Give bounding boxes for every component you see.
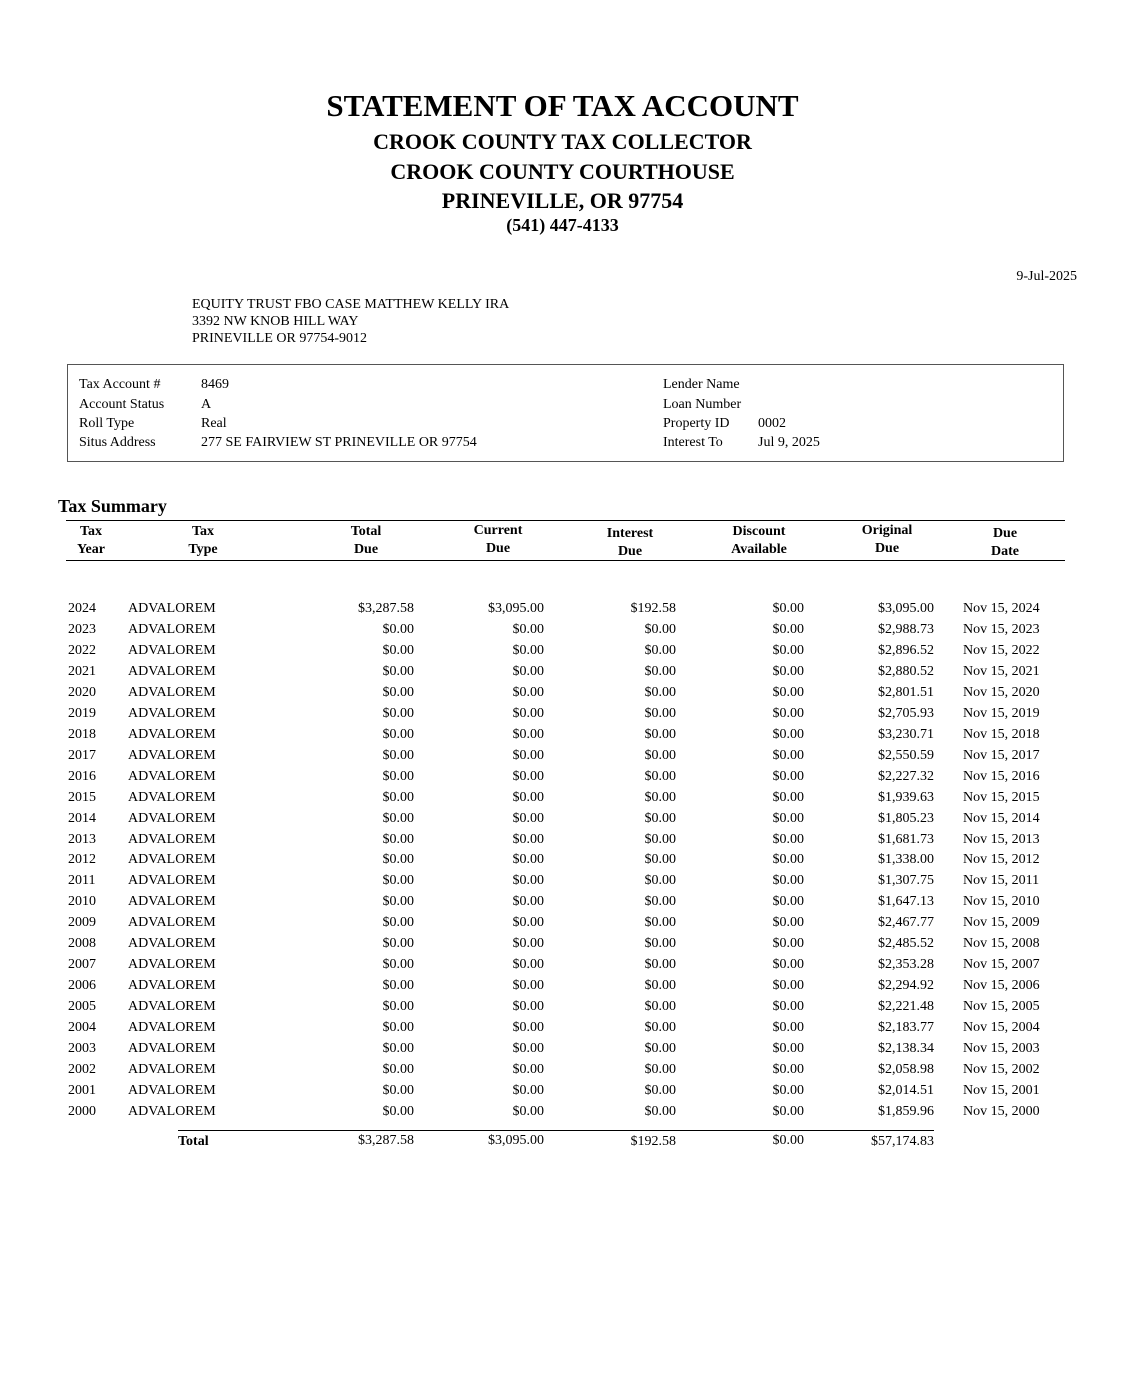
cell-interest-due: $0.00 — [644, 915, 676, 931]
header-col-7-l1: Due — [992, 526, 1018, 541]
cell-discount-available: $0.00 — [772, 936, 804, 952]
cell-discount-available: $0.00 — [772, 1041, 804, 1056]
cell-original-due: $2,227.32 — [878, 768, 934, 784]
cell-original-due: $1,338.00 — [878, 852, 934, 868]
cell-tax-type: ADVALOREM — [128, 747, 216, 763]
header-col-3-l1: Current — [473, 523, 523, 538]
header-col-6-l1: Original — [861, 523, 913, 538]
cell-current-due: $0.00 — [512, 1020, 544, 1035]
cell-tax-type: ADVALOREM — [128, 1103, 216, 1119]
cell-original-due: $2,896.52 — [878, 642, 934, 658]
cell-due-date: Nov 15, 2012 — [963, 852, 1040, 868]
cell-original-due: $2,880.52 — [878, 663, 934, 679]
total-discount: $0.00 — [772, 1133, 804, 1148]
cell-tax-year: 2021 — [68, 663, 96, 679]
situs-address-label: Situs Address — [79, 435, 156, 450]
cell-interest-due: $0.00 — [644, 705, 676, 721]
cell-total-due: $0.00 — [382, 705, 414, 721]
cell-current-due: $0.00 — [512, 978, 544, 994]
cell-tax-year: 2003 — [68, 1041, 96, 1056]
cell-interest-due: $0.00 — [644, 999, 676, 1014]
cell-interest-due: $0.00 — [644, 642, 676, 658]
cell-tax-type: ADVALOREM — [128, 1041, 216, 1056]
cell-original-due: $2,183.77 — [878, 1020, 934, 1035]
cell-interest-due: $0.00 — [644, 1020, 676, 1035]
cell-original-due: $2,138.34 — [878, 1041, 934, 1056]
cell-tax-type: ADVALOREM — [128, 936, 216, 952]
header-col-7-l2: Date — [991, 544, 1019, 559]
cell-due-date: Nov 15, 2008 — [963, 936, 1040, 952]
cell-due-date: Nov 15, 2019 — [963, 705, 1040, 721]
cell-interest-due: $0.00 — [644, 622, 676, 637]
cell-tax-year: 2001 — [68, 1082, 96, 1098]
cell-discount-available: $0.00 — [772, 1082, 804, 1098]
cell-discount-available: $0.00 — [772, 894, 804, 910]
statement-date: 9-Jul-2025 — [1016, 269, 1077, 284]
cell-discount-available: $0.00 — [772, 663, 804, 679]
summary-top-rule — [66, 520, 1065, 521]
cell-tax-type: ADVALOREM — [128, 663, 216, 679]
cell-current-due: $0.00 — [512, 957, 544, 973]
cell-original-due: $2,801.51 — [878, 684, 934, 700]
cell-tax-year: 2010 — [68, 894, 96, 910]
cell-total-due: $0.00 — [382, 1082, 414, 1098]
cell-total-due: $0.00 — [382, 894, 414, 910]
cell-tax-type: ADVALOREM — [128, 1061, 216, 1077]
cell-original-due: $2,550.59 — [878, 747, 934, 763]
cell-interest-due: $0.00 — [644, 873, 676, 889]
cell-due-date: Nov 15, 2009 — [963, 915, 1040, 931]
cell-current-due: $0.00 — [512, 810, 544, 826]
cell-original-due: $2,467.77 — [878, 915, 934, 931]
cell-discount-available: $0.00 — [772, 957, 804, 973]
cell-due-date: Nov 15, 2007 — [963, 957, 1040, 973]
cell-original-due: $2,294.92 — [878, 978, 934, 994]
cell-total-due: $0.00 — [382, 852, 414, 868]
cell-tax-year: 2006 — [68, 978, 96, 994]
cell-tax-type: ADVALOREM — [128, 852, 216, 868]
cell-discount-available: $0.00 — [772, 705, 804, 721]
cell-total-due: $0.00 — [382, 978, 414, 994]
cell-tax-year: 2009 — [68, 915, 96, 931]
cell-interest-due: $0.00 — [644, 747, 676, 763]
cell-total-due: $0.00 — [382, 622, 414, 637]
cell-tax-type: ADVALOREM — [128, 810, 216, 826]
address-line-3: PRINEVILLE OR 97754-9012 — [192, 331, 367, 346]
cell-discount-available: $0.00 — [772, 831, 804, 847]
cell-total-due: $0.00 — [382, 642, 414, 658]
cell-due-date: Nov 15, 2002 — [963, 1061, 1040, 1077]
cell-original-due: $2,353.28 — [878, 957, 934, 973]
cell-discount-available: $0.00 — [772, 810, 804, 826]
cell-current-due: $0.00 — [512, 936, 544, 952]
account-info-box — [67, 364, 1064, 462]
cell-total-due: $0.00 — [382, 684, 414, 700]
cell-tax-type: ADVALOREM — [128, 978, 216, 994]
cell-current-due: $0.00 — [512, 831, 544, 847]
cell-current-due: $0.00 — [512, 747, 544, 763]
cell-total-due: $0.00 — [382, 810, 414, 826]
cell-original-due: $1,939.63 — [878, 789, 934, 805]
header-col-5-l1: Discount — [732, 524, 786, 539]
cell-current-due: $0.00 — [512, 684, 544, 700]
cell-due-date: Nov 15, 2024 — [963, 601, 1040, 616]
tax-summary-title: Tax Summary — [58, 496, 167, 516]
cell-current-due: $0.00 — [512, 1041, 544, 1056]
cell-tax-year: 2007 — [68, 957, 96, 973]
cell-due-date: Nov 15, 2015 — [963, 789, 1040, 805]
cell-total-due: $0.00 — [382, 1020, 414, 1035]
cell-current-due: $0.00 — [512, 1082, 544, 1098]
cell-current-due: $0.00 — [512, 915, 544, 931]
cell-total-due: $0.00 — [382, 1103, 414, 1119]
cell-due-date: Nov 15, 2014 — [963, 810, 1040, 826]
cell-original-due: $1,681.73 — [878, 831, 934, 847]
cell-interest-due: $0.00 — [644, 726, 676, 742]
cell-original-due: $1,647.13 — [878, 894, 934, 910]
cell-current-due: $0.00 — [512, 1103, 544, 1119]
cell-current-due: $0.00 — [512, 622, 544, 637]
cell-tax-year: 2012 — [68, 852, 96, 868]
cell-total-due: $0.00 — [382, 663, 414, 679]
cell-discount-available: $0.00 — [772, 747, 804, 763]
cell-tax-year: 2011 — [68, 873, 96, 889]
cell-interest-due: $0.00 — [644, 768, 676, 784]
property-id-label: Property ID — [663, 416, 730, 431]
cell-original-due: $3,095.00 — [878, 601, 934, 616]
header-col-4-l1: Interest — [606, 526, 654, 541]
cell-due-date: Nov 15, 2022 — [963, 642, 1040, 658]
cell-current-due: $0.00 — [512, 873, 544, 889]
account-status-label: Account Status — [79, 397, 165, 412]
cell-discount-available: $0.00 — [772, 852, 804, 868]
cell-due-date: Nov 15, 2004 — [963, 1020, 1040, 1035]
roll-type-label: Roll Type — [79, 416, 135, 431]
cell-tax-year: 2022 — [68, 642, 96, 658]
cell-tax-year: 2017 — [68, 747, 96, 763]
header-col-0-l1: Tax — [79, 524, 103, 539]
cell-tax-type: ADVALOREM — [128, 957, 216, 973]
cell-due-date: Nov 15, 2000 — [963, 1103, 1040, 1119]
cell-due-date: Nov 15, 2013 — [963, 831, 1040, 847]
cell-interest-due: $0.00 — [644, 852, 676, 868]
cell-discount-available: $0.00 — [772, 601, 804, 616]
cell-tax-type: ADVALOREM — [128, 642, 216, 658]
header-col-1-l1: Tax — [191, 524, 215, 539]
loan-number-label: Loan Number — [663, 397, 742, 412]
cell-total-due: $0.00 — [382, 936, 414, 952]
roll-type-value: Real — [201, 416, 227, 431]
cell-tax-year: 2013 — [68, 831, 96, 847]
cell-discount-available: $0.00 — [772, 789, 804, 805]
cell-due-date: Nov 15, 2018 — [963, 726, 1040, 742]
cell-total-due: $0.00 — [382, 1041, 414, 1056]
cell-current-due: $0.00 — [512, 894, 544, 910]
cell-tax-year: 2018 — [68, 726, 96, 742]
address-line-1: EQUITY TRUST FBO CASE MATTHEW KELLY IRA — [192, 297, 510, 312]
cell-tax-year: 2008 — [68, 936, 96, 952]
cell-tax-year: 2015 — [68, 789, 96, 805]
cell-tax-type: ADVALOREM — [128, 726, 216, 742]
cell-current-due: $0.00 — [512, 1061, 544, 1077]
cell-tax-type: ADVALOREM — [128, 622, 216, 637]
header-col-4-l2: Due — [617, 544, 643, 559]
cell-original-due: $2,058.98 — [878, 1061, 934, 1077]
cell-current-due: $0.00 — [512, 642, 544, 658]
cell-current-due: $0.00 — [512, 768, 544, 784]
cell-tax-type: ADVALOREM — [128, 1082, 216, 1098]
building-name: CROOK COUNTY COURTHOUSE — [390, 159, 735, 184]
cell-original-due: $2,988.73 — [878, 622, 934, 637]
header-col-0-l2: Year — [77, 542, 105, 557]
cell-discount-available: $0.00 — [772, 642, 804, 658]
cell-interest-due: $0.00 — [644, 684, 676, 700]
cell-discount-available: $0.00 — [772, 768, 804, 784]
cell-tax-type: ADVALOREM — [128, 915, 216, 931]
tax-account-value: 8469 — [201, 377, 229, 392]
cell-total-due: $0.00 — [382, 957, 414, 973]
cell-discount-available: $0.00 — [772, 1061, 804, 1077]
cell-interest-due: $0.00 — [644, 957, 676, 973]
cell-due-date: Nov 15, 2011 — [963, 873, 1040, 889]
property-id-value: 0002 — [758, 416, 786, 431]
cell-original-due: $1,859.96 — [878, 1103, 934, 1119]
summary-header-rule — [66, 560, 1065, 561]
cell-current-due: $0.00 — [512, 705, 544, 721]
cell-tax-year: 2024 — [68, 601, 96, 616]
cell-total-due: $0.00 — [382, 831, 414, 847]
cell-original-due: $2,705.93 — [878, 705, 934, 721]
cell-current-due: $0.00 — [512, 999, 544, 1014]
address-line-2: 3392 NW KNOB HILL WAY — [192, 314, 359, 329]
cell-interest-due: $0.00 — [644, 1103, 676, 1119]
cell-tax-type: ADVALOREM — [128, 601, 216, 616]
cell-total-due: $0.00 — [382, 999, 414, 1014]
cell-tax-year: 2002 — [68, 1061, 96, 1077]
cell-original-due: $1,805.23 — [878, 810, 934, 826]
total-interest-due: $192.58 — [630, 1134, 676, 1149]
cell-due-date: Nov 15, 2003 — [963, 1041, 1040, 1056]
cell-current-due: $3,095.00 — [488, 601, 544, 616]
cell-tax-year: 2005 — [68, 999, 96, 1014]
cell-interest-due: $0.00 — [644, 936, 676, 952]
cell-tax-year: 2020 — [68, 684, 96, 700]
cell-interest-due: $0.00 — [644, 663, 676, 679]
cell-due-date: Nov 15, 2020 — [963, 684, 1040, 700]
cell-total-due: $0.00 — [382, 726, 414, 742]
cell-tax-type: ADVALOREM — [128, 873, 216, 889]
cell-tax-type: ADVALOREM — [128, 789, 216, 805]
total-current-due: $3,095.00 — [488, 1133, 544, 1148]
cell-discount-available: $0.00 — [772, 978, 804, 994]
tax-account-label: Tax Account # — [79, 377, 161, 392]
cell-interest-due: $0.00 — [644, 1041, 676, 1056]
cell-discount-available: $0.00 — [772, 622, 804, 637]
cell-original-due: $2,485.52 — [878, 936, 934, 952]
situs-address-value: 277 SE FAIRVIEW ST PRINEVILLE OR 97754 — [201, 435, 477, 450]
cell-tax-year: 2004 — [68, 1020, 96, 1035]
cell-interest-due: $192.58 — [630, 601, 676, 616]
total-rule — [178, 1130, 934, 1131]
total-label: Total — [178, 1134, 209, 1149]
cell-total-due: $0.00 — [382, 768, 414, 784]
cell-tax-type: ADVALOREM — [128, 894, 216, 910]
cell-discount-available: $0.00 — [772, 1103, 804, 1119]
cell-interest-due: $0.00 — [644, 894, 676, 910]
cell-discount-available: $0.00 — [772, 684, 804, 700]
total-original-due: $57,174.83 — [871, 1134, 934, 1149]
cell-tax-type: ADVALOREM — [128, 999, 216, 1014]
cell-total-due: $0.00 — [382, 1061, 414, 1077]
cell-original-due: $3,230.71 — [878, 726, 934, 742]
cell-total-due: $0.00 — [382, 915, 414, 931]
cell-tax-year: 2019 — [68, 705, 96, 721]
cell-original-due: $2,221.48 — [878, 999, 934, 1014]
cell-due-date: Nov 15, 2023 — [963, 622, 1040, 637]
cell-tax-type: ADVALOREM — [128, 831, 216, 847]
city-state-zip: PRINEVILLE, OR 97754 — [441, 188, 684, 213]
total-total-due: $3,287.58 — [358, 1133, 414, 1148]
cell-due-date: Nov 15, 2021 — [963, 663, 1040, 679]
cell-total-due: $3,287.58 — [358, 601, 414, 616]
account-status-value: A — [201, 397, 212, 412]
cell-current-due: $0.00 — [512, 789, 544, 805]
header-col-2-l2: Due — [353, 542, 379, 557]
cell-current-due: $0.00 — [512, 852, 544, 868]
cell-interest-due: $0.00 — [644, 810, 676, 826]
cell-tax-type: ADVALOREM — [128, 684, 216, 700]
header-col-3-l2: Due — [485, 541, 511, 556]
interest-to-value: Jul 9, 2025 — [758, 435, 820, 450]
cell-interest-due: $0.00 — [644, 1082, 676, 1098]
cell-discount-available: $0.00 — [772, 999, 804, 1014]
cell-discount-available: $0.00 — [772, 1020, 804, 1035]
cell-interest-due: $0.00 — [644, 1061, 676, 1077]
cell-discount-available: $0.00 — [772, 915, 804, 931]
office-name: CROOK COUNTY TAX COLLECTOR — [373, 129, 752, 154]
cell-due-date: Nov 15, 2016 — [963, 768, 1040, 784]
cell-tax-type: ADVALOREM — [128, 768, 216, 784]
cell-due-date: Nov 15, 2006 — [963, 978, 1040, 994]
cell-current-due: $0.00 — [512, 663, 544, 679]
interest-to-label: Interest To — [663, 435, 723, 450]
cell-interest-due: $0.00 — [644, 831, 676, 847]
cell-due-date: Nov 15, 2010 — [963, 894, 1040, 910]
cell-discount-available: $0.00 — [772, 726, 804, 742]
cell-total-due: $0.00 — [382, 873, 414, 889]
header-col-5-l2: Available — [731, 542, 787, 557]
phone-number: (541) 447-4133 — [506, 215, 619, 235]
page-title: STATEMENT OF TAX ACCOUNT — [326, 88, 799, 123]
cell-current-due: $0.00 — [512, 726, 544, 742]
cell-due-date: Nov 15, 2017 — [963, 747, 1040, 763]
cell-interest-due: $0.00 — [644, 789, 676, 805]
lender-name-label: Lender Name — [663, 377, 740, 392]
cell-tax-year: 2014 — [68, 810, 96, 826]
cell-tax-type: ADVALOREM — [128, 705, 216, 721]
cell-tax-year: 2023 — [68, 622, 96, 637]
header-col-1-l2: Type — [188, 542, 218, 557]
cell-total-due: $0.00 — [382, 789, 414, 805]
header-col-2-l1: Total — [350, 524, 382, 539]
cell-total-due: $0.00 — [382, 747, 414, 763]
cell-discount-available: $0.00 — [772, 873, 804, 889]
cell-tax-type: ADVALOREM — [128, 1020, 216, 1035]
cell-due-date: Nov 15, 2005 — [963, 999, 1040, 1014]
cell-tax-year: 2016 — [68, 768, 96, 784]
cell-original-due: $2,014.51 — [878, 1082, 934, 1098]
cell-tax-year: 2000 — [68, 1103, 96, 1119]
header-col-6-l2: Due — [874, 541, 900, 556]
cell-original-due: $1,307.75 — [878, 873, 934, 889]
cell-due-date: Nov 15, 2001 — [963, 1082, 1040, 1098]
cell-interest-due: $0.00 — [644, 978, 676, 994]
